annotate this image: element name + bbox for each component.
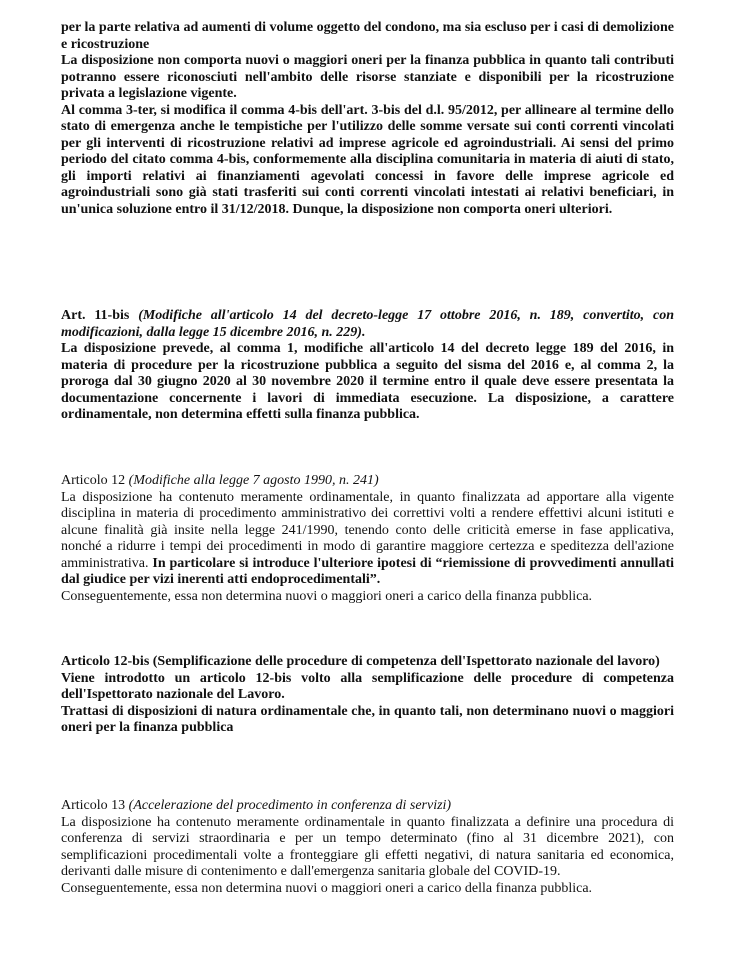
art13-section [61,798,674,897]
art12-heading [61,473,674,490]
art12bis-title: Articolo 12-bis (Semplificazione delle procedure di competenza dell'Ispettorato nazionale del lavoro) [61,654,660,669]
art13-title-italic: (Accelerazione del procedimento in conferenza di servizi) [128,798,452,813]
art12-body-bold: In particolare si introduce l'ulteriore ipotesi di “riemissione di provvedimenti annullati dal giudice per vizi inerenti atti endoprocedimentali”. [61,555,674,587]
art12-conclusion: Conseguentemente, essa non determina nuovi o maggiori oneri a carico della finanza pubblica. [61,588,593,604]
intro-paragraph-1: per la parte relativa ad aumenti di volume oggetto del condono, ma sia escluso per i casi di demolizione e ricostruzione [61,20,674,52]
intro-paragraph-3: Al comma 3-ter, si modifica il comma 4-bis dell'art. 3-bis del d.l. 95/2012, per allineare al termine dello stato di emergenza anche le tempistiche per l'utilizzo delle somme versate sui conti correnti vincolati per gli interventi di ricostruzione relativi ad imprese agricole ed agroindustriali. Ai sensi del primo periodo del citato comma 4-bis, conformemente alla disciplina comunitaria in materia di aiuti di stato, gli importi relativi ai finanziamenti agevolati concessi in favore delle imprese agricole ed agroindustriali sono già stati trasferiti sui conti correnti vincolati intestati ai relativi beneficiari, in un'unica soluzione entro il 31/12/2018. Dunque, la disposizione non comporta oneri ulteriori. [61,102,674,217]
art12-section [61,473,674,605]
art13-conclusion: Conseguentemente, essa non determina nuovi o maggiori oneri a carico della finanza pubblica. [61,880,593,896]
art12bis-body-1: Viene introdotto un articolo 12-bis volto alla semplificazione delle procedure di competenza dell'Ispettorato nazionale del Lavoro. [61,670,674,702]
art11bis-body: La disposizione prevede, al comma 1, modifiche all'articolo 14 del decreto legge 189 del 2016, in materia di procedure per la ricostruzione pubblica a seguito del sisma del 2016 e, al comma 2, la proroga dal 30 giugno 2020 al 30 novembre 2020 il termine entro il quale deve essere presentata la documentazione concernente i lavori di immediata esecuzione. La disposizione, a carattere ordinamentale, non determina effetti sulla finanza pubblica. [61,341,674,422]
art12-title: Articolo 12 [61,473,129,488]
art12-body [61,490,674,589]
art12-title-italic: (Modifiche alla legge 7 agosto 1990, n. 241) [128,473,379,488]
art12bis-section [61,654,674,737]
art13-title: Articolo 13 [61,798,129,813]
art12-body-plain: La disposizione ha contenuto meramente ordinamentale, in quanto finalizzata ad apportare alla vigente disciplina in materia di procedimento amministrativo dei correttivi volti a rendere effettivi alcuni istituti e alcune finalità già insite nella legge 241/1990, tenendo conto delle criticità emerse in fase applicativa, nonché a ridurre i tempi dei procedimenti in modo di garantire maggiore certezza e speditezza dell'azione amministrativa. [61,489,674,571]
art11bis-heading [61,308,674,341]
intro-section [61,20,674,218]
art12bis-body-2: Trattasi di disposizioni di natura ordinamentale che, in quanto tali, non determinano nuovi o maggiori oneri per la finanza pubblica [61,703,674,735]
art13-heading [61,798,674,815]
art11bis-title: Art. 11-bis [61,308,139,323]
art11bis-section [61,308,674,424]
intro-paragraph-2: La disposizione non comporta nuovi o maggiori oneri per la finanza pubblica in quanto tali contributi potranno essere riconosciuti nell'ambito delle risorse stanziate e disponibili per la ricostruzione privata a legislazione vigente. [61,53,674,101]
art13-body: La disposizione ha contenuto meramente ordinamentale in quanto finalizzata a definire una procedura di conferenza di servizi straordinaria e per un tempo determinato (fino al 31 dicembre 2021), con semplificazioni procedimentali volte a fronteggiare gli effetti negativi, di natura sanitaria ed economica, derivanti dalle misure di contenimento e dall'emergenza sanitaria globale del COVID-19. [61,814,674,879]
art11bis-title-italic: (Modifiche all'articolo 14 del decreto-legge 17 ottobre 2016, n. 189, convertito, con modificazioni, dalla legge 15 dicembre 2016, n. 229). [61,308,675,340]
